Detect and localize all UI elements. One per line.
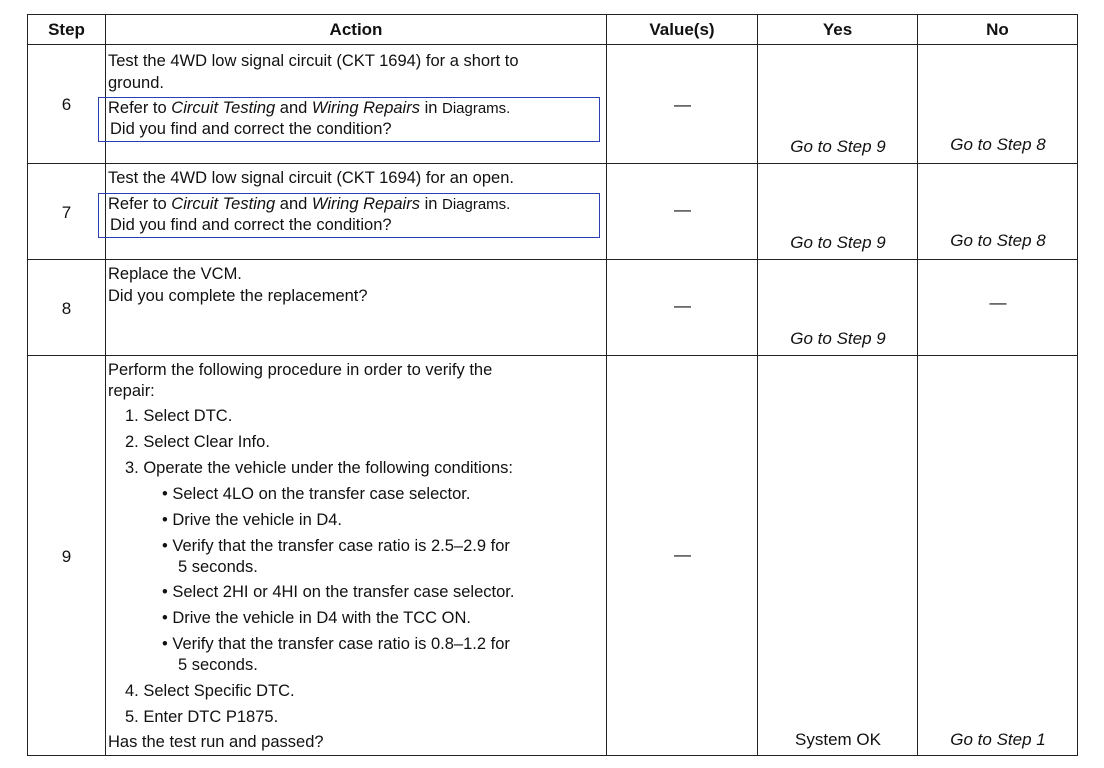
procedure-step: 3. Operate the vehicle under the following conditions: [125, 459, 513, 477]
action-text: repair: [108, 382, 155, 400]
header-step: Step [48, 19, 85, 39]
procedure-step: 1. Select DTC. [125, 407, 233, 425]
no-value-cell: — [989, 293, 1007, 312]
refer-prefix: Refer to [108, 195, 172, 213]
no-goto-link[interactable]: Go to Step 8 [950, 135, 1046, 154]
column-divider [917, 15, 918, 755]
step-number: 8 [61, 299, 72, 318]
action-text: Test the 4WD low signal circuit (CKT 1694) for an open. [108, 169, 514, 187]
procedure-step: 5. Enter DTC P1875. [125, 708, 279, 726]
refer-in: in [419, 195, 442, 213]
condition-bullet: • Select 4LO on the transfer case selector. [162, 485, 471, 503]
yes-goto-link[interactable]: Go to Step 9 [790, 137, 886, 156]
column-divider [757, 15, 758, 755]
procedure-step: 2. Select Clear Info. [125, 433, 270, 451]
header-no: No [986, 19, 1009, 39]
header-action: Action [329, 19, 383, 39]
step-number: 6 [61, 95, 72, 114]
action-text: Replace the VCM. [108, 265, 242, 283]
question-text: Did you find and correct the condition? [110, 216, 392, 234]
yes-goto-link[interactable]: Go to Step 9 [790, 233, 886, 252]
refer-and: and [275, 99, 312, 117]
action-text: ground. [108, 74, 164, 92]
condition-bullet: • Drive the vehicle in D4 with the TCC ON. [162, 609, 471, 627]
reference-line [108, 194, 510, 215]
row-divider [28, 163, 1077, 164]
value-cell: — [674, 545, 691, 564]
refer-prefix: Refer to [108, 99, 172, 117]
row-divider [28, 44, 1077, 45]
value-cell: — [674, 296, 691, 315]
value-cell: — [674, 200, 691, 219]
header-values: Value(s) [649, 19, 715, 39]
condition-bullet: • Verify that the transfer case ratio is 0.8–1.2 for [162, 635, 510, 653]
refer-in: in [419, 99, 442, 117]
step-number: 9 [61, 547, 72, 566]
diagnostic-table [27, 14, 1078, 756]
row-divider [28, 259, 1077, 260]
wiring-repairs-link[interactable]: Wiring Repairs [311, 195, 420, 213]
step-number: 7 [61, 203, 72, 222]
question-text: Did you find and correct the condition? [110, 120, 392, 138]
circuit-testing-link[interactable]: Circuit Testing [171, 195, 276, 213]
circuit-testing-link[interactable]: Circuit Testing [171, 99, 276, 117]
condition-bullet-cont: 5 seconds. [178, 558, 258, 576]
condition-bullet: • Verify that the transfer case ratio is 2.5–2.9 for [162, 537, 510, 555]
refer-and: and [275, 195, 312, 213]
yes-goto-link[interactable]: Go to Step 9 [790, 329, 886, 348]
diagrams-link[interactable]: Diagrams. [442, 100, 511, 117]
yes-result-text: System OK [795, 730, 881, 749]
action-text: Test the 4WD low signal circuit (CKT 1694) for a short to [108, 52, 519, 70]
question-text: Did you complete the replacement? [108, 287, 368, 305]
condition-bullet: • Select 2HI or 4HI on the transfer case selector. [162, 583, 515, 601]
condition-bullet-cont: 5 seconds. [178, 656, 258, 674]
header-yes: Yes [822, 19, 853, 39]
value-cell: — [674, 95, 691, 114]
wiring-repairs-link[interactable]: Wiring Repairs [311, 99, 420, 117]
reference-line [108, 98, 510, 119]
row-divider [28, 355, 1077, 356]
condition-bullet: • Drive the vehicle in D4. [162, 511, 343, 529]
action-text: Perform the following procedure in order to verify the [108, 361, 493, 379]
diagrams-link[interactable]: Diagrams. [442, 196, 511, 213]
column-divider [606, 15, 607, 755]
question-text: Has the test run and passed? [108, 733, 324, 751]
no-goto-link[interactable]: Go to Step 1 [950, 730, 1046, 749]
no-goto-link[interactable]: Go to Step 8 [950, 231, 1046, 250]
procedure-step: 4. Select Specific DTC. [125, 682, 295, 700]
